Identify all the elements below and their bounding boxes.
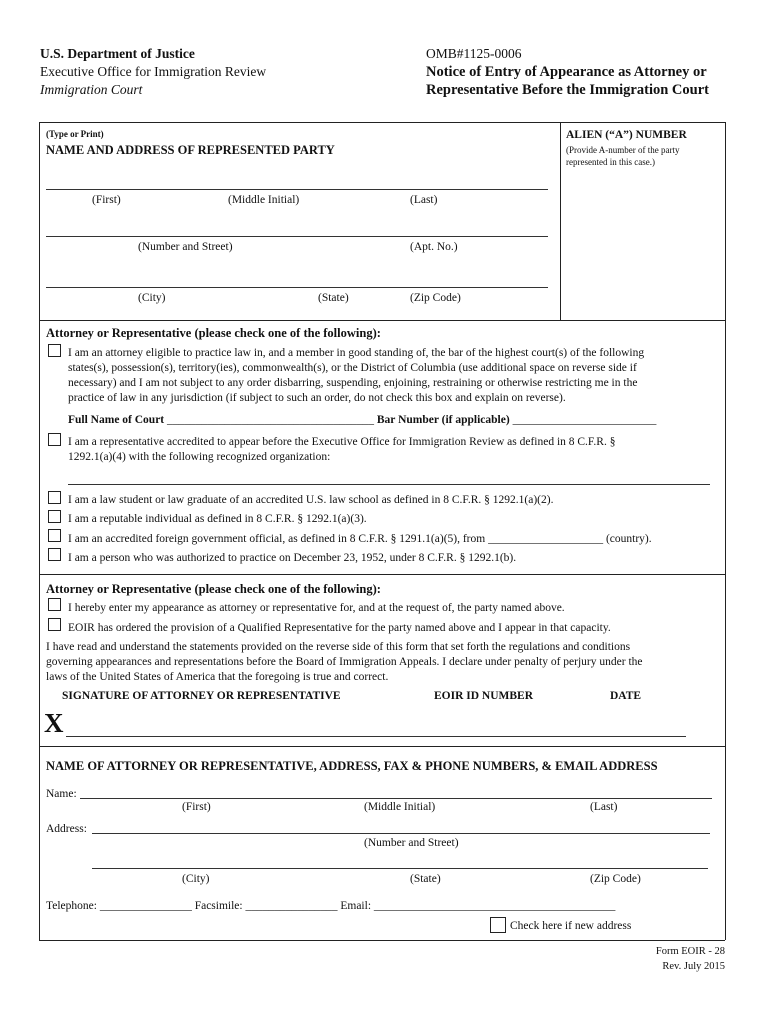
form-border-bottom <box>39 940 725 941</box>
attorney-city-label: (City) <box>182 873 210 885</box>
party-state-label: (State) <box>318 292 349 304</box>
new-address-checkbox[interactable] <box>490 917 506 933</box>
law-student-checkbox[interactable] <box>48 491 61 504</box>
law-student-option: I am a law student or law graduate of an accredited U.S. law school as defined in 8 C.F.R. § 1292.1(a)(2). <box>68 494 554 506</box>
attorney-middle-label: (Middle Initial) <box>364 801 436 813</box>
party-apt-label: (Apt. No.) <box>410 241 458 253</box>
facsimile-label: Facsimile: <box>194 900 243 912</box>
qualified-rep-option: EOIR has ordered the provision of a Qualified Representative for the party named above and I appear in that capacity. <box>68 622 611 634</box>
form-number: Form EOIR - 28 <box>655 946 725 957</box>
accredited-rep-line1: I am a representative accredited to appear before the Executive Office for Immigration Review as defined in 8 C.F.R. § <box>68 436 616 448</box>
attorney-type-heading: Attorney or Representative (please check one of the following): <box>46 326 381 340</box>
qualified-rep-checkbox[interactable] <box>48 618 61 631</box>
attorney-option-line2: states(s), possession(s), territory(ies), commonwealth(s), or the District of Columbia (use additional space on reverse side if <box>68 362 637 374</box>
alien-number-field[interactable] <box>566 175 716 305</box>
facsimile-field[interactable]: ________________ <box>245 900 338 912</box>
omb-number: OMB#1125-0006 <box>426 46 522 61</box>
court-bar-row <box>68 414 656 426</box>
attorney-street-field[interactable] <box>92 833 710 834</box>
attorney-last-label: (Last) <box>590 801 618 813</box>
form-title-line2: Representative Before the Immigration Court <box>426 82 709 98</box>
form-title-line1: Notice of Entry of Appearance as Attorney or <box>426 64 707 80</box>
accredited-rep-checkbox[interactable] <box>48 433 61 446</box>
alien-number-note-1: (Provide A-number of the party <box>566 145 680 155</box>
country-label: (country). <box>605 533 652 545</box>
office-name: Executive Office for Immigration Review <box>40 64 267 79</box>
email-field[interactable]: __________________________________________ <box>373 900 616 912</box>
court-name: Immigration Court <box>40 82 143 97</box>
party-name-line[interactable] <box>46 189 548 190</box>
foreign-official-text: I am an accredited foreign government official, as defined in 8 C.F.R. § 1291.1(a)(5), from <box>68 533 486 545</box>
party-section-divider <box>39 320 725 321</box>
section2-divider <box>39 746 725 747</box>
form-border-left <box>39 122 40 940</box>
party-last-label: (Last) <box>410 194 438 206</box>
enter-appearance-option: I hereby enter my appearance as attorney or representative for, and at the request of, the party named above. <box>68 602 565 614</box>
new-address-label: Check here if new address <box>510 920 632 932</box>
authorized-1952-checkbox[interactable] <box>48 548 61 561</box>
appearance-heading: Attorney or Representative (please check one of the following): <box>46 582 381 596</box>
declaration-line3: laws of the United States of America that the foregoing is true and correct. <box>46 671 389 683</box>
party-street-label: (Number and Street) <box>138 241 233 253</box>
bar-number-label: Bar Number (if applicable) <box>376 414 510 426</box>
bar-number-field[interactable]: _________________________ <box>512 414 657 426</box>
enter-appearance-checkbox[interactable] <box>48 598 61 611</box>
attorney-street-label: (Number and Street) <box>364 837 459 849</box>
address-label: Address: <box>46 823 87 835</box>
attorney-city-field[interactable] <box>92 868 708 869</box>
attorney-state-label: (State) <box>410 873 441 885</box>
party-zip-label: (Zip Code) <box>410 292 461 304</box>
party-city-label: (City) <box>138 292 166 304</box>
declaration-line1: I have read and understand the statements provided on the reverse side of this form that set forth the regulations and conditions <box>46 641 631 653</box>
declaration-line2: governing appearances and representations before the Board of Immigration Appeals. I declare under penalty of perjury under the <box>46 656 643 668</box>
full-court-field[interactable]: ____________________________________ <box>167 414 375 426</box>
name-label: Name: <box>46 788 77 800</box>
authorized-1952-option: I am a person who was authorized to practice on December 23, 1952, under 8 C.F.R. § 1292.1(b). <box>68 552 517 564</box>
department-name: U.S. Department of Justice <box>40 46 195 61</box>
alien-number-note-2: represented in this case.) <box>566 157 655 167</box>
organization-field[interactable] <box>68 484 710 485</box>
accredited-rep-line2: 1292.1(a)(4) with the following recognized organization: <box>68 451 331 463</box>
section1-divider <box>39 574 725 575</box>
telephone-label: Telephone: <box>46 900 97 912</box>
attorney-zip-label: (Zip Code) <box>590 873 641 885</box>
attorney-option-line1: I am an attorney eligible to practice law in, and a member in good standing of, the bar of the highest court(s) of the following <box>68 347 645 359</box>
date-label: DATE <box>610 690 642 702</box>
party-first-label: (First) <box>92 194 121 206</box>
reputable-individual-option: I am a reputable individual as defined in 8 C.F.R. § 1292.1(a)(3). <box>68 513 367 525</box>
attorney-first-label: (First) <box>182 801 211 813</box>
attorney-option-line3: necessary) and I am not subject to any order disbarring, suspending, enjoining, restraining or otherwise restricting me in the <box>68 377 638 389</box>
form-border-top <box>39 122 725 123</box>
telephone-field[interactable]: ________________ <box>99 900 192 912</box>
signature-x-mark: X <box>44 708 64 738</box>
party-middle-label: (Middle Initial) <box>228 194 300 206</box>
reputable-individual-checkbox[interactable] <box>48 510 61 523</box>
party-city-line[interactable] <box>46 287 548 288</box>
attorney-option-line4: practice of law in any jurisdiction (if subject to such an order, do not check this box and explain on reverse). <box>68 392 566 404</box>
foreign-official-checkbox[interactable] <box>48 529 61 542</box>
foreign-official-option <box>68 533 652 545</box>
attorney-info-heading: NAME OF ATTORNEY OR REPRESENTATIVE, ADDRESS, FAX & PHONE NUMBERS, & EMAIL ADDRESS <box>46 759 658 773</box>
eoir-id-label: EOIR ID NUMBER <box>434 690 534 702</box>
alien-divider <box>560 122 561 320</box>
party-street-line[interactable] <box>46 236 548 237</box>
represented-party-heading: NAME AND ADDRESS OF REPRESENTED PARTY <box>46 143 335 157</box>
signature-label: SIGNATURE OF ATTORNEY OR REPRESENTATIVE <box>62 690 341 702</box>
email-label: Email: <box>340 900 372 912</box>
full-court-label: Full Name of Court <box>68 414 165 426</box>
form-border-right <box>725 122 726 940</box>
attorney-name-field[interactable] <box>80 798 712 799</box>
country-field[interactable]: ____________________ <box>488 533 604 545</box>
alien-number-heading: ALIEN (“A”) NUMBER <box>566 129 687 141</box>
attorney-checkbox[interactable] <box>48 344 61 357</box>
signature-line[interactable] <box>66 736 686 737</box>
revision-date: Rev. July 2015 <box>662 961 725 972</box>
type-or-print-note: (Type or Print) <box>46 129 104 139</box>
contact-row <box>46 900 615 912</box>
